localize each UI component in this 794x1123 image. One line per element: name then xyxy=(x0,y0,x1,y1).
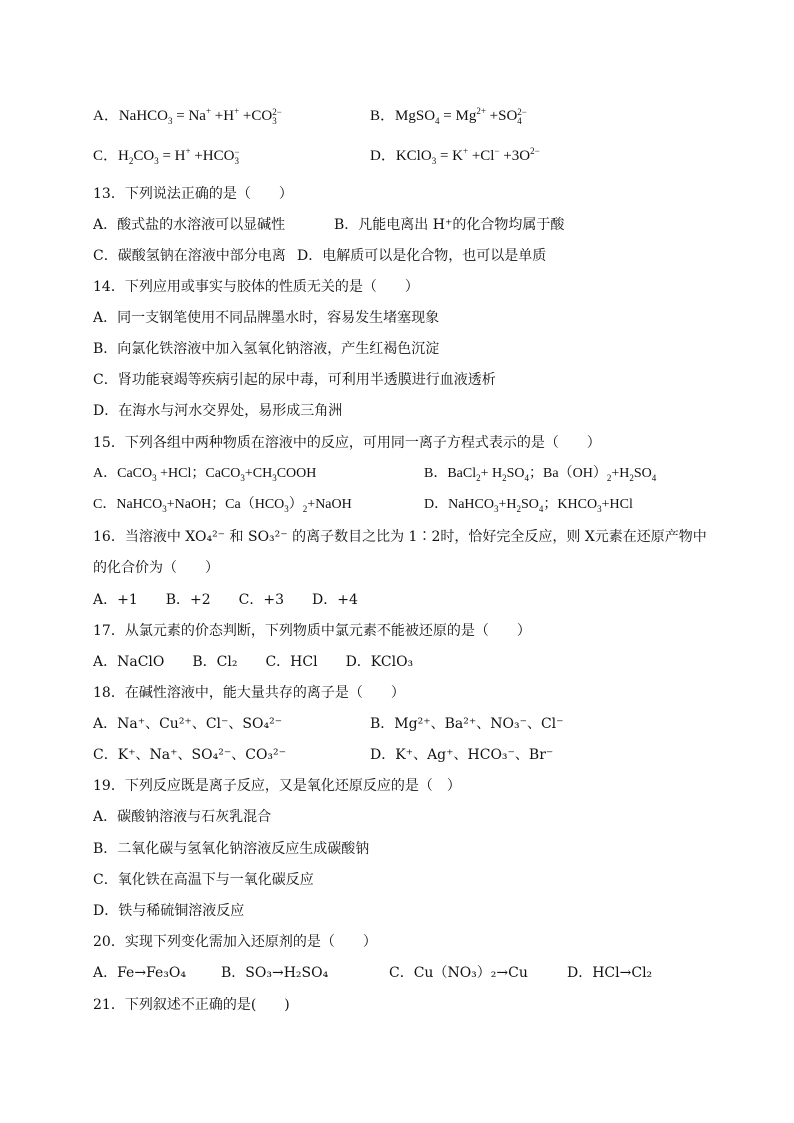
q21-stem: 21．下列叙述不正确的是( ) xyxy=(93,997,290,1013)
q20-option-c: C．Cu（NO₃）₂→Cu xyxy=(389,965,528,981)
q17-stem: 17．从氯元素的价态判断，下列物质中氯元素不能被还原的是（ ） xyxy=(93,623,531,639)
q18-stem: 18．在碱性溶液中，能大量共存的离子是（ ） xyxy=(93,685,405,701)
q16-stem-line2: 的化合价为（ ） xyxy=(93,560,219,576)
q12-option-c: C．$H_2CO_3 = H^+ +HCO$ − 3 xyxy=(93,146,240,166)
q18-option-d: D．K⁺、Ag⁺、HCO₃⁻、Br⁻ xyxy=(370,747,554,763)
q14-option-d: D．在海水与河水交界处，易形成三角洲 xyxy=(93,403,343,419)
q19-stem: 19．下列反应既是离子反应，又是氧化还原反应的是（ ） xyxy=(93,778,461,794)
q14-option-a: A．同一支钢笔使用不同品牌墨水时，容易发生堵塞现象 xyxy=(93,310,440,326)
q12-option-d: D．KClO$_3$ = $K^+ +Cl^- +3O^{2-}$ xyxy=(370,146,540,166)
q16-options: A．+1 B．+2 C．+3 D．+4 xyxy=(93,592,358,608)
q15-stem: 15．下列各组中两种物质在溶液中的反应，可用同一离子方程式表示的是（ ） xyxy=(93,435,601,451)
q19-option-b: B．二氧化碳与氢氧化钠溶液反应生成碳酸钠 xyxy=(93,841,370,857)
q13-stem: 13．下列说法正确的是（ ） xyxy=(93,186,293,202)
q15-option-b: B．BaCl$_2$+ $H_2SO_4$；$Ba(OH)_2+H_2SO_4$ xyxy=(424,466,657,483)
q15-option-d: D．$NaHCO_3+H_2SO_4$；$KHCO_3+HCl$ xyxy=(424,497,633,514)
q13-option-b: B．凡能电离出 H⁺的化合物均属于酸 xyxy=(334,217,565,233)
q20-option-d: D．HCl→Cl₂ xyxy=(567,965,653,981)
q19-option-d: D．铁与稀硫铜溶液反应 xyxy=(93,903,245,919)
q18-option-b: B．Mg²⁺、Ba²⁺、NO₃⁻、Cl⁻ xyxy=(370,716,564,732)
q20-stem: 20．实现下列变化需加入还原剂的是（ ） xyxy=(93,934,377,950)
q15-option-a: A．CaCO$_3$ +HCl；$CaCO_3+CH_3COOH$ xyxy=(93,466,317,483)
q14-option-c: C．肾功能衰竭等疾病引起的尿中毒，可利用半透膜进行血液透析 xyxy=(93,372,496,388)
q13-option-a: A．酸式盐的水溶液可以显碱性 xyxy=(93,217,286,233)
q18-option-c: C．K⁺、Na⁺、SO₄²⁻、CO₃²⁻ xyxy=(93,747,287,763)
q16-stem-line1: 16．当溶液中 XO₄²⁻ 和 SO₃²⁻ 的离子数目之比为 1∶2时，恰好完全反应，则 X元素在还原产物中 xyxy=(93,529,707,545)
q19-option-a: A．碳酸钠溶液与石灰乳混合 xyxy=(93,809,272,825)
q20-option-a: A．Fe→Fe₃O₄ xyxy=(93,965,187,981)
q13-option-c: C．碳酸氢钠在溶液中部分电离 xyxy=(93,248,286,264)
q19-option-c: C．氧化铁在高温下与一氧化碳反应 xyxy=(93,872,314,888)
q12-option-a: A．NaHCO$_3$ = Na+ +H+ +CO 2− 3 xyxy=(93,106,282,126)
q20-option-b: B．SO₃→H₂SO₄ xyxy=(221,965,329,981)
q14-option-b: B．向氯化铁溶液中加入氢氧化钠溶液，产生红褐色沉淀 xyxy=(93,341,440,357)
q18-option-a: A．Na⁺、Cu²⁺、Cl⁻、SO₄²⁻ xyxy=(93,716,283,732)
q17-options: A．NaClO B．Cl₂ C．HCl D．KClO₃ xyxy=(93,654,414,670)
q13-option-d: D．电解质可以是化合物，也可以是单质 xyxy=(297,248,547,264)
q15-option-c: C．NaHCO$_3$+NaOH；$Ca(HCO_3)_2+NaOH$ xyxy=(93,497,352,514)
q12-option-b: B．MgSO$_4$ = $Mg^{2+} +SO$ 2− 4 xyxy=(370,106,527,126)
q14-stem: 14．下列应用或事实与胶体的性质无关的是（ ） xyxy=(93,279,419,295)
